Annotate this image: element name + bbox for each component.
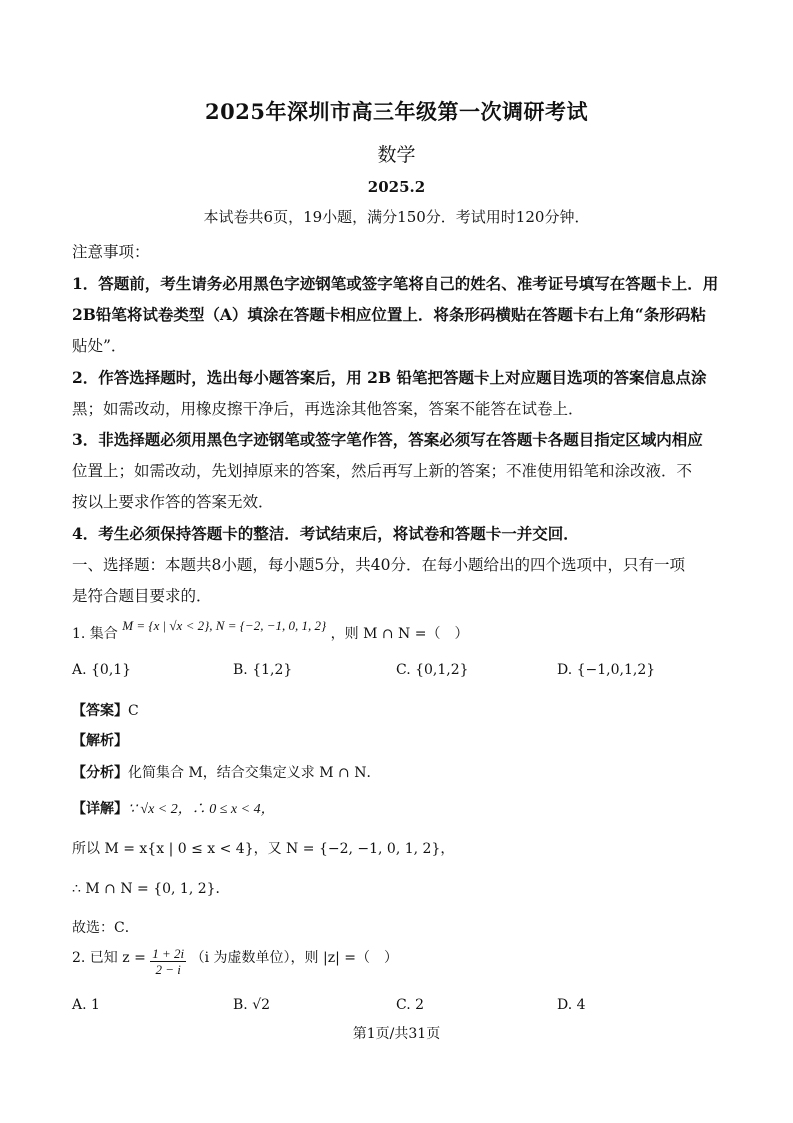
- question-1-math: M = {x | √x < 2}, N = {−2, −1, 0, 1, 2}: [122, 618, 327, 633]
- question-1-step-2: ∴ M ∩ N = {0, 1, 2}．: [72, 881, 230, 897]
- fenxi-text: 化简集合 M，结合交集定义求 M ∩ N．: [128, 765, 381, 781]
- subject-title: 数学: [377, 144, 416, 166]
- question-1-suffix: ，则 M ∩ N =（ ）: [330, 626, 469, 642]
- notice-item-1-line-2: 2B铅笔将试卷类型（A）填涂在答题卡相应位置上．将条形码横贴在答题卡右上角“条形码粘: [72, 305, 706, 324]
- question-1-option-d: D. {−1,0,1,2}: [557, 662, 656, 678]
- exam-title: 2025年深圳市高三年级第一次调研考试: [205, 99, 588, 124]
- exam-meta: 本试卷共6页，19小题，满分150分．考试用时120分钟．: [203, 208, 590, 226]
- detail-text: ∵ √x < 2，∴ 0 ≤ x < 4，: [128, 802, 275, 817]
- question-2-option-c: C. 2: [396, 997, 425, 1013]
- answer-value: C: [128, 703, 139, 719]
- detail-tag: 【详解】: [72, 801, 128, 817]
- question-1-option-a: A. {0,1}: [72, 662, 132, 678]
- question-2-prefix: 2. 已知 z =: [72, 949, 146, 966]
- question-1-answer: [72, 700, 139, 720]
- exam-date: 2025.2: [367, 178, 426, 196]
- fraction-numerator: 1 + 2i: [152, 946, 185, 961]
- question-1-stem: [72, 618, 469, 643]
- section-1-line-1: 一、选择题：本题共8小题，每小题5分，共40分．在每小题给出的四个选项中，只有一项: [72, 556, 685, 574]
- question-2-fraction: [150, 946, 186, 977]
- notice-item-3-line-1: 3．非选择题必须用黑色字迹钢笔或签字笔作答，答案必须写在答题卡各题目指定区域内相应: [72, 430, 703, 449]
- question-1-detail: [72, 798, 275, 818]
- notice-item-4: 4．考生必须保持答题卡的整洁．考试结束后，将试卷和答题卡一并交回．: [72, 524, 579, 543]
- page-footer: 第1页/共31页: [352, 1026, 441, 1042]
- question-2-suffix: （i 为虚数单位），则 |z| =（ ）: [190, 949, 398, 966]
- notice-item-1-line-1: 1．答题前，考生请务必用黑色字迹钢笔或签字笔将自己的姓名、准考证号填写在答题卡上．用: [72, 274, 719, 293]
- notice-item-2-line-1: 2．作答选择题时，选出每小题答案后，用 2B 铅笔把答题卡上对应题目选项的答案信息点涂: [72, 368, 707, 387]
- notice-item-2-line-2: 黑；如需改动，用橡皮擦干净后，再选涂其他答案，答案不能答在试卷上．: [72, 400, 584, 418]
- question-1-fenxi: [72, 762, 380, 782]
- notice-heading: 注意事项：: [72, 243, 150, 261]
- question-2-stem: [72, 946, 398, 977]
- answer-tag: 【答案】: [72, 703, 128, 719]
- fenxi-tag: 【分析】: [72, 765, 128, 781]
- question-1-prefix: 1. 集合: [72, 626, 118, 642]
- notice-item-3-line-2: 位置上；如需改动，先划掉原来的答案，然后再写上新的答案；不准使用铅笔和涂改液．不: [72, 462, 693, 480]
- question-1-conclusion: 故选：C．: [72, 920, 139, 936]
- section-1-line-2: 是符合题目要求的．: [72, 587, 212, 605]
- notice-item-1-line-3: 贴处”．: [72, 337, 127, 355]
- question-2-option-b: B. √2: [233, 997, 271, 1013]
- question-2-option-d: D. 4: [557, 997, 586, 1013]
- analysis-tag: 【解析】: [72, 733, 128, 749]
- question-1-step-1: 所以 M = x{x | 0 ≤ x < 4}，又 N = {−2, −1, 0, 1, 2}，: [72, 841, 455, 857]
- notice-item-3-line-3: 按以上要求作答的答案无效．: [72, 493, 274, 511]
- question-2-option-a: A. 1: [72, 997, 100, 1013]
- fraction-denominator: 2 − i: [155, 962, 181, 977]
- question-1-option-b: B. {1,2}: [233, 662, 293, 678]
- question-1-option-c: C. {0,1,2}: [396, 662, 469, 678]
